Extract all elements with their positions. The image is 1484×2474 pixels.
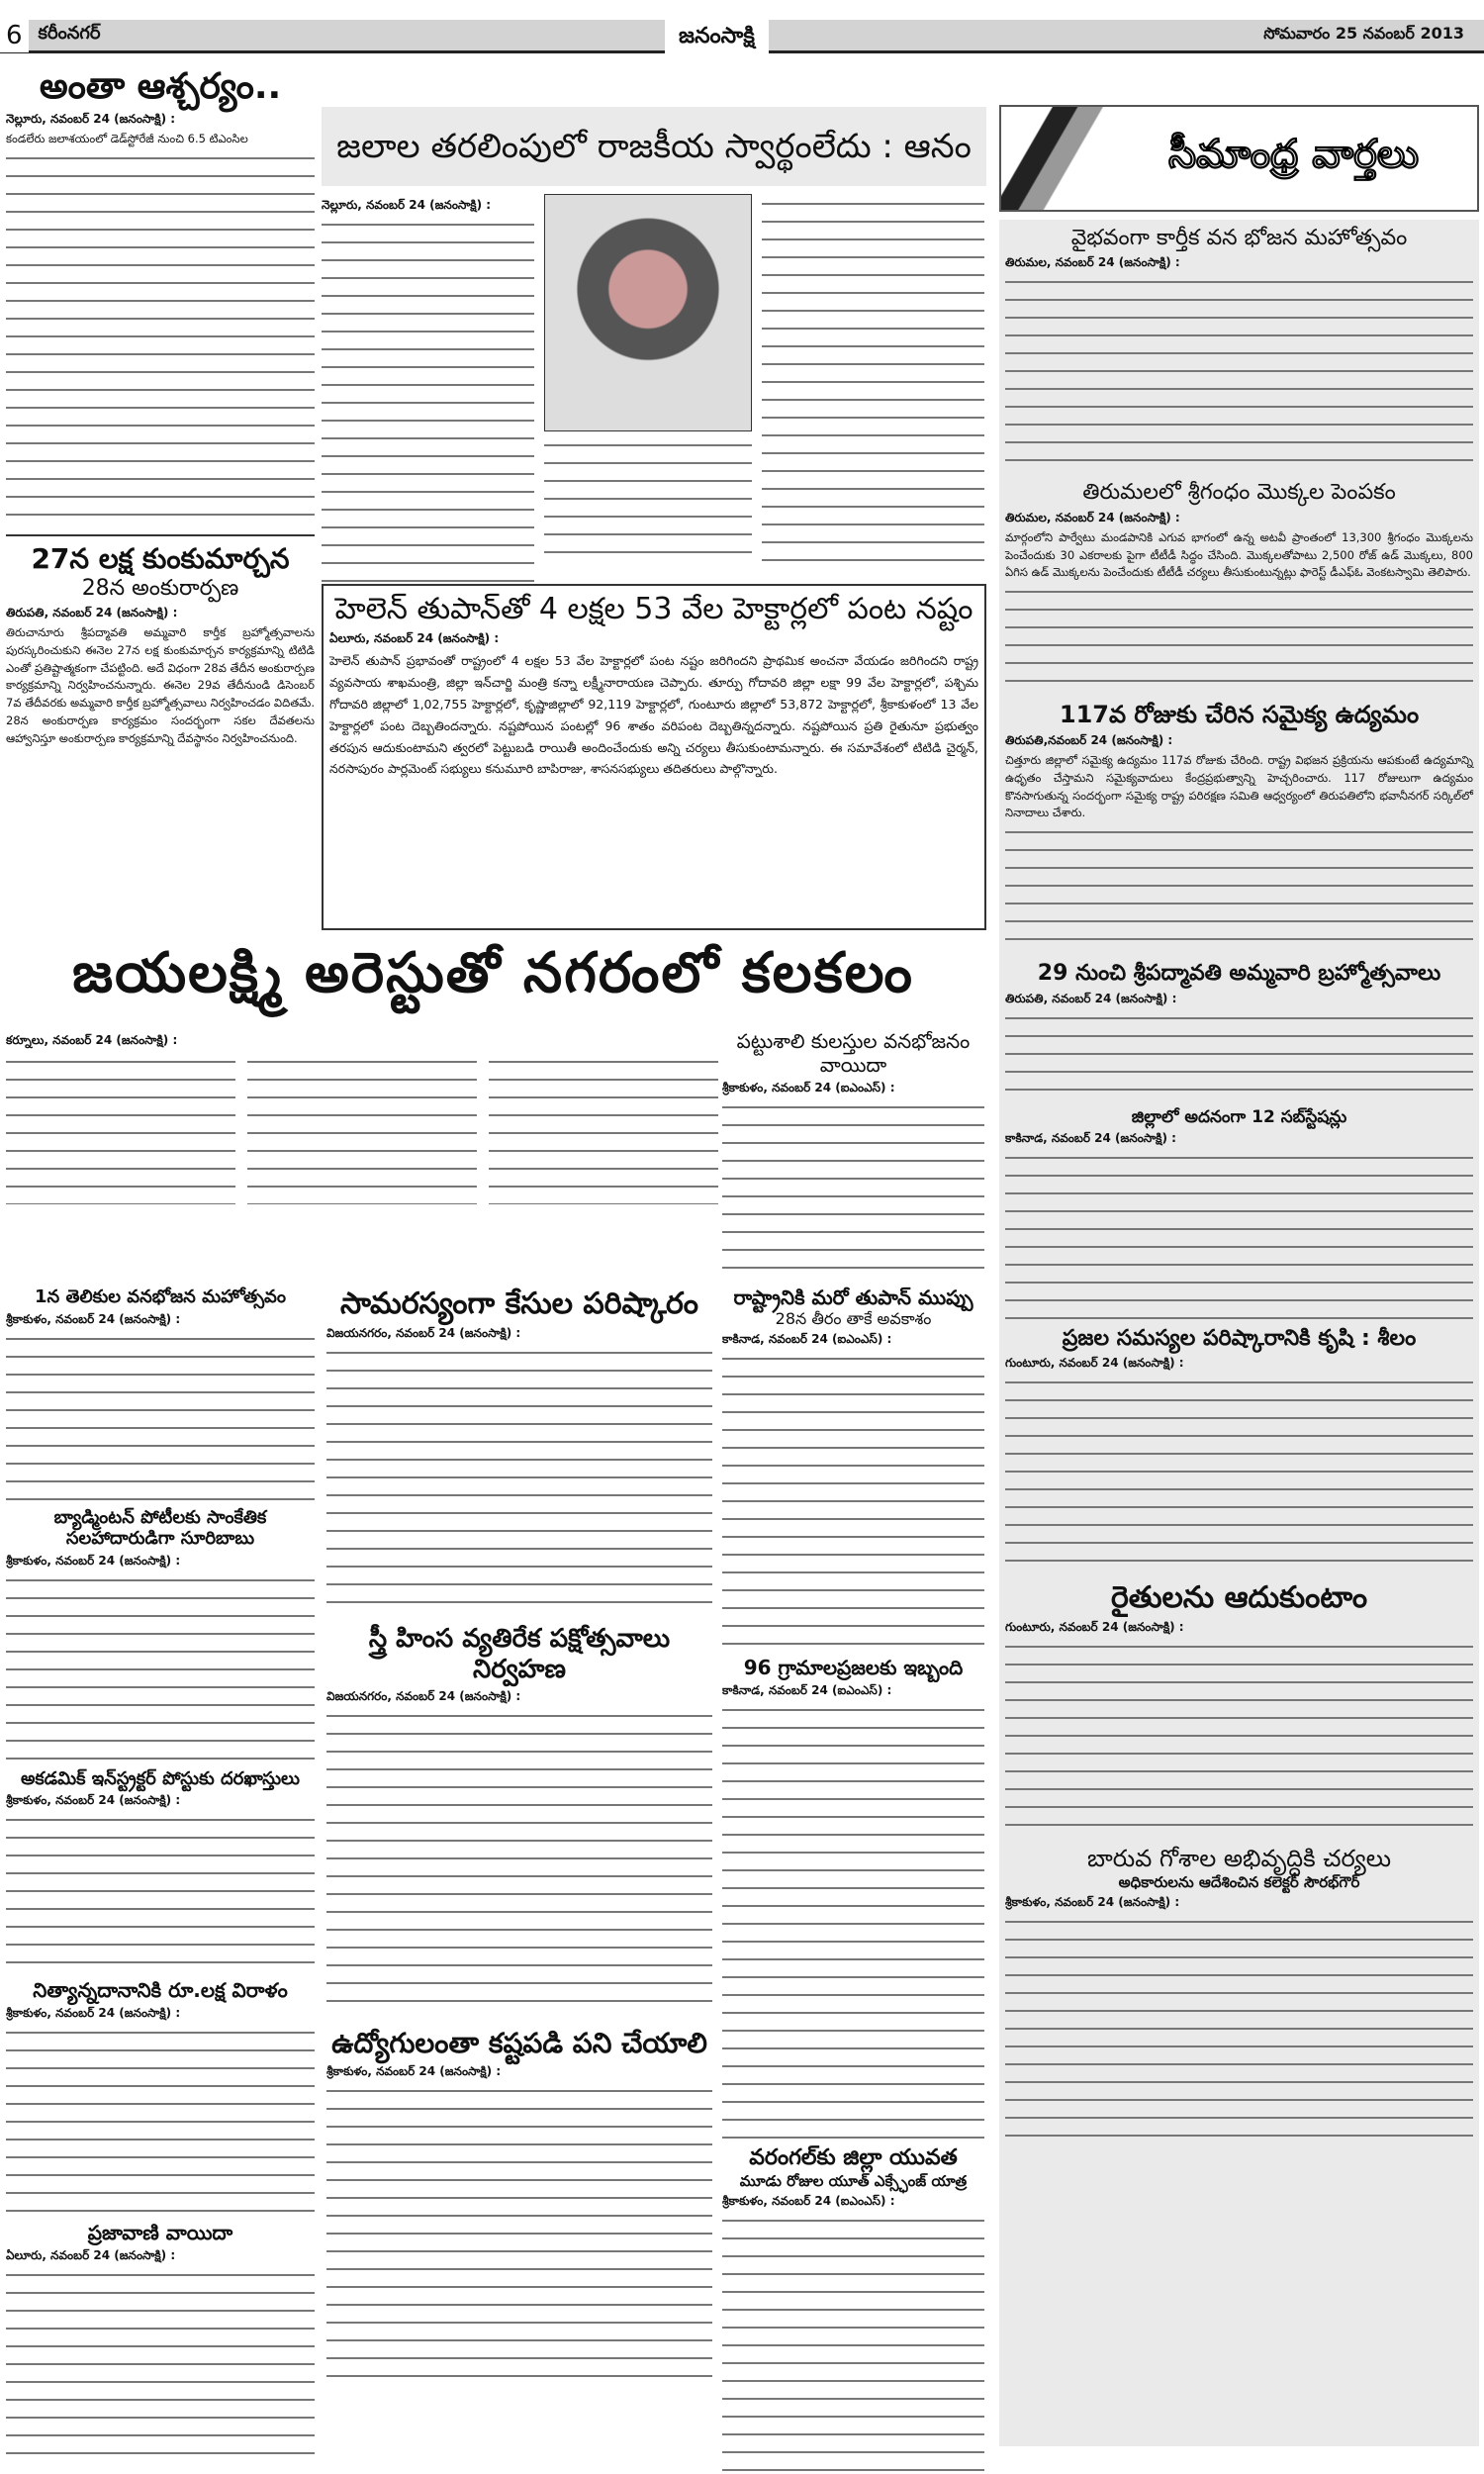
- dateline: తిరుపతి, నవంబర్ 24 (జనంసాక్షి) :: [1005, 991, 1177, 1005]
- article-title: 96 గ్రామాలప్రజలకు ఇబ్బంది: [743, 1656, 964, 1680]
- article-subtitle: 28న అంకురార్పణ: [81, 575, 239, 601]
- article-title: పట్టుశాలి కులస్తుల వనభోజనం వాయిదా: [736, 1029, 971, 1077]
- article-title: 29 నుంచి శ్రీపద్మావతి అమ్మవారి బ్రహ్మోత్సవాలు: [1037, 961, 1441, 987]
- dateline: నెల్లూరు, నవంబర్ 24 (జనంసాక్షి) :: [6, 112, 176, 127]
- state-map-icon: [1001, 107, 1110, 210]
- dateline: నెల్లూరు, నవంబర్ 24 (జనంసాక్షి) :: [322, 198, 492, 212]
- section-banner-title: సీమాంధ్ర వార్తలు: [1167, 130, 1420, 177]
- article-title: ప్రజావాణి వాయిదా: [87, 2221, 233, 2245]
- dateline: ఏలూరు, నవంబర్ 24 (జనంసాక్షి) :: [6, 2248, 176, 2263]
- issue-date: సోమవారం 25 నవంబర్ 2013: [1263, 24, 1464, 43]
- dateline: తిరుమల, నవంబర్ 24 (జనంసాక్షి) :: [1005, 255, 1180, 270]
- article-title: సామరస్యంగా కేసుల పరిష్కారం: [339, 1286, 699, 1321]
- dateline: తిరుపతి,నవంబర్ 24 (జనంసాక్షి) :: [1005, 733, 1173, 748]
- article-text-lines: [762, 198, 984, 569]
- article-title: బ్యాడ్మింటన్ పోటీలకు సాంకేతిక సలహాదారుడిగా సూరిబాబు: [53, 1506, 267, 1550]
- dateline: శ్రీకాకుళం, నవంబర్ 24 (జనంసాక్షి) :: [6, 2006, 181, 2021]
- article-body: తిరుచానూరు శ్రీపద్మావతి అమ్మవారి కార్తీక బ్రహ్మోత్సవాలను పురస్కరించుకుని ఈనెల 27న లక్ష కుంకుమార్చన కార్యక్రమాన్ని టిటిడి ఎంతో ప్రతిష్టాత్మకంగా చేపట్టింది. అదే విధంగా 28వ తేదీన అంకురార్పణ కార్యక్రమాన్ని నిర్వహించనున్నారు. ఈనెల 29వ తేదీనుండి డిసెంబర్ 7వ తేదీవరకు అమ్మవారి కార్తీక బ్రహ్మోత్సవాలు నిర్వహించడం విదితమే. 28న అంకురార్పణ కార్యక్రమం సందర్భంగా సకల దేవతలను ఆహ్వానిస్తూ అంకురార్పణ కార్యక్రమాన్ని దేవస్థానం నిర్వహించనుంది.: [6, 624, 315, 745]
- dateline: శ్రీకాకుళం, నవంబర్ 24 (జనంసాక్షి) :: [6, 1553, 181, 1568]
- article-title: వైభవంగా కార్తీక వన భోజన మహోత్సవం: [1070, 226, 1408, 250]
- masthead-logo: జనంసాక్షి: [665, 20, 769, 53]
- lead-headline-box: [322, 107, 986, 186]
- article-title: హెలెన్ తుపాన్‌తో 4 లక్షల 53 వేల హెక్టార్లలో పంట నష్టం: [334, 592, 974, 626]
- article-title: అకడమిక్ ఇన్‌స్ట్రక్టర్ పోస్టుకు దరఖాస్తులు: [20, 1767, 301, 1789]
- dateline: శ్రీకాకుళం, నవంబర్ 24 (ఐఎంఎస్) :: [722, 2193, 895, 2208]
- article-subtitle: అధికారులను ఆదేశించిన కలెక్టర్ సౌరభ్‌గౌర్: [1118, 1873, 1360, 1892]
- article-body: హెలెన్ తుపాన్ ప్రభావంతో రాష్ట్రంలో 4 లక్షల 53 వేల హెక్టార్లలో పంట నష్టం జరిగిందని ప్రాథమిక అంచనా వేయడం జరిగిందని రాష్ట్ర వ్యవసాయ శాఖమంత్రి, జిల్లా ఇన్‌చార్జి మంత్రి కన్నా లక్ష్మీనారాయణ చెప్పారు. తూర్పు గోదావరి జిల్లా లక్షా 99 వేల హెక్టార్లలో, పశ్చిమ గోదావరి జిల్లాలో 1,02,755 హెక్టార్లలో, కృష్ణాజిల్లాలో 92,119 హెక్టార్లలో, గుంటూరు జిల్లాలో 53,872 హెక్టార్లలో, శ్రీకాకుళంలో 13 వేల హెక్టార్లలో పంట దెబ్బతిందన్నారు. నష్టపోయిన పంటల్లో 96 శాతం వరిపంట దెబ్బతిన్నదన్నారు. నష్టపోయిన ప్రతి రైతునూ ప్రభుత్వం తరపున ఆదుకుంటామని త్వరలో పెట్టుబడి రాయితీ అందించేందుకు అన్ని చర్యలు తీసుకుంటామన్నారు. ఈ సమావేశంలో టిటిడి చైర్మన్, నరసాపురం పార్లమెంట్ సభ్యులు కనుమూరి బాపిరాజు, శాసనసభ్యులు తదితరులు పాల్గొన్నారు.: [329, 653, 978, 777]
- dateline: ఏలూరు, నవంబర్ 24 (జనంసాక్షి) :: [329, 631, 500, 645]
- dateline: శ్రీకాకుళం, నవంబర్ 24 (జనంసాక్షి) :: [1005, 1895, 1180, 1910]
- article-subtitle: మూడు రోజుల యూత్ ఎక్స్ఛేంజ్ యాత్ర: [739, 2171, 968, 2190]
- article-title: రాష్ట్రానికి మరో తుపాన్ ముప్పు: [733, 1285, 974, 1309]
- article-title: తిరుమలలో శ్రీగంధం మొక్కల పెంపకం: [1082, 480, 1396, 506]
- lower-left-column: [6, 1286, 315, 2457]
- article-title: ప్రజల సమస్యల పరిష్కారానికి కృషి : శీలం: [1062, 1326, 1417, 1352]
- lead-title: జలాల తరలింపులో రాజకీయ స్వార్థంలేదు : ఆనం: [336, 126, 972, 166]
- dateline: శ్రీకాకుళం, నవంబర్ 24 (జనంసాక్షి) :: [326, 2063, 502, 2078]
- jayalakshmi-body: [6, 1029, 718, 1204]
- minister-photo: [544, 194, 752, 431]
- dateline: కాకినాడ, నవంబర్ 24 (జనంసాక్షి) :: [1005, 1131, 1176, 1146]
- article-title: స్త్రీ హింస వ్యతిరేక పక్షోత్సవాలు నిర్వహణ: [368, 1624, 671, 1685]
- edition-name: కరీంనగర్: [38, 23, 101, 44]
- article-body: చిత్తూరు జిల్లాలో సమైక్య ఉద్యమం 117వ రోజుకు చేరింది. రాష్ట్ర విభజన ప్రక్రియను ఆపకుంటే ఉద్యమాన్ని ఉధృతం చేస్తామని సమైక్యవాదులు కేంద్రప్రభుత్వాన్ని హెచ్చరించారు. 117 రోజులుగా ఉద్యమం కొనసాగుతున్న సందర్భంగా సమైక్య రాష్ట్ర పరిరక్షణ సమితి ఆధ్వర్యంలో తిరుపతిలోని భవానీనగర్ సర్కిల్‌లో నినాదాలు చేశారు.: [1005, 753, 1473, 820]
- article-text-lines: [322, 219, 534, 585]
- left-column-top: [6, 65, 315, 748]
- dateline: కాకినాడ, నవంబర్ 24 (ఐఎంఎస్) :: [722, 1683, 892, 1698]
- page-header: [0, 20, 1484, 53]
- dateline: శ్రీకాకుళం, నవంబర్ 24 (జనంసాక్షి) :: [6, 1311, 181, 1326]
- dateline: తిరుపతి, నవంబర్ 24 (జనంసాక్షి) :: [6, 605, 178, 619]
- helen-article-box: [322, 584, 986, 930]
- dateline: గుంటూరు, నవంబర్ 24 (జనంసాక్షి) :: [1005, 1356, 1184, 1371]
- article-subtitle: 28న తీరం తాకే అవకాశం: [775, 1309, 932, 1328]
- article-body: కండలేరు జలాశయంలో డెడ్‌స్టోరేజీ నుంచి 6.5 టిఎంసిల: [6, 132, 248, 146]
- article-text-lines: [544, 439, 752, 568]
- dateline: కర్నూలు, నవంబర్ 24 (జనంసాక్షి) :: [6, 1033, 178, 1047]
- right-column: [999, 220, 1479, 2446]
- article-body: మార్గంలోని పార్వేటు మండపానికి ఎగువ భాగంలో ఉన్న అటవీ ప్రాంతంలో 13,300 శ్రీగంధం మొక్కలను పెంచేందుకు 30 ఎకరాలకు పైగా టీటీడీ సిద్ధం చేసింది. మొక్కలతోపాటు 2,500 రోజ్ ఉడ్ మొక్కలు, 800 ఏగిస ఉడ్ మొక్కలను పెంచేందుకు టీటీడీ చర్యలు తీసుకుంటున్నట్లు ఫారెస్ట్ డీఎఫ్‌ఓ వెంకటస్వామి తెలిపారు.: [1005, 529, 1473, 580]
- article-title: అంతా ఆశ్చర్యం..: [39, 66, 282, 107]
- article-text-lines: [6, 152, 315, 528]
- dateline: తిరుమల, నవంబర్ 24 (జనంసాక్షి) :: [1005, 510, 1180, 524]
- dateline: కాకినాడ, నవంబర్ 24 (ఐఎంఎస్) :: [722, 1332, 892, 1347]
- article-title: జిల్లాలో అదనంగా 12 సబ్‌స్టేషన్లు: [1131, 1106, 1347, 1127]
- article-title: ఉద్యోగులంతా కష్టపడి పని చేయాలి: [331, 2027, 707, 2060]
- article-title: 117వ రోజుకు చేరిన సమైక్య ఉద్యమం: [1059, 701, 1420, 729]
- article-title: నిత్యాన్నదానానికి రూ.లక్ష విరాళం: [33, 1978, 288, 2003]
- article-title: రైతులను ఆదుకుంటాం: [1110, 1580, 1368, 1616]
- article-title: 27న లక్ష కుంకుమార్చన: [31, 542, 290, 575]
- dateline: గుంటూరు, నవంబర్ 24 (జనంసాక్షి) :: [1005, 1620, 1184, 1635]
- dateline: శ్రీకాకుళం, నవంబర్ 24 (ఐఎంఎస్) :: [722, 1081, 895, 1094]
- dateline: విజయనగరం, నవంబర్ 24 (జనంసాక్షి) :: [326, 1326, 521, 1340]
- article-title: బారువ గోశాల అభివృద్ధికి చర్యలు: [1086, 1845, 1392, 1873]
- dateline: శ్రీకాకుళం, నవంబర్ 24 (జనంసాక్షి) :: [6, 1793, 181, 1808]
- lower-third-column: [722, 1029, 984, 2472]
- article-title: 1న తెలికుల వనభోజన మహోత్సవం: [35, 1286, 286, 1307]
- page-number: 6: [0, 19, 29, 52]
- article-title: వరంగల్‌కు జిల్లా యువత: [749, 2145, 958, 2171]
- banner-title: జయలక్ష్మి అరెస్టుతో నగరంలో కలకలం: [72, 940, 914, 1005]
- lower-middle-column: [326, 1286, 712, 2382]
- dateline: విజయనగరం, నవంబర్ 24 (జనంసాక్షి) :: [326, 1689, 521, 1704]
- lead-column-1: [322, 194, 534, 585]
- jayalakshmi-banner: [0, 940, 986, 1029]
- seemandhra-banner: [999, 105, 1479, 212]
